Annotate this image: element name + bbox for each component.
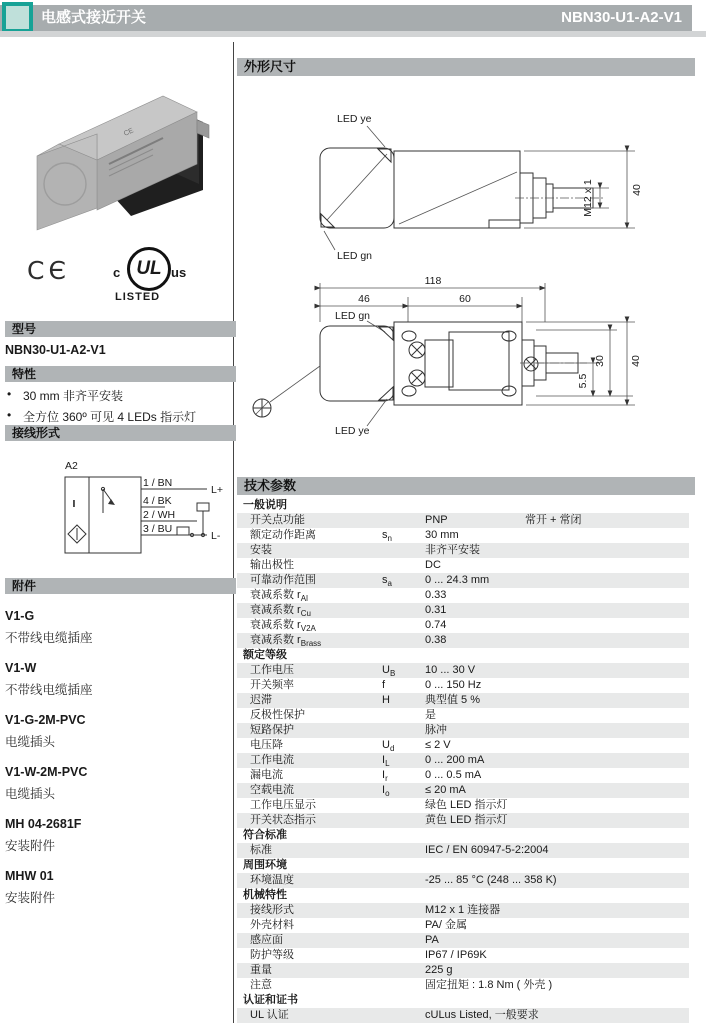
ul-circle-icon — [127, 247, 171, 291]
led-ye-top-label: LED ye — [335, 425, 370, 437]
accessory-desc: 安装附件 — [5, 891, 56, 905]
header-bar — [0, 5, 692, 31]
document-title: 电感式接近开关 — [41, 9, 147, 26]
tech-row-value: 固定扭矩 : 1.8 Nm ( 外壳 ) — [425, 979, 553, 991]
tech-row-value: ≤ 20 mA — [425, 784, 466, 796]
ul-listed-logo — [101, 247, 211, 305]
tech-row — [237, 618, 689, 633]
tech-row — [237, 963, 689, 978]
pin-label-bn: 1 / BN — [143, 477, 173, 489]
tech-row-symbol: $I_r$ — [382, 769, 388, 784]
accessories-section-header: 附件 — [5, 578, 236, 594]
dimension-drawing — [237, 78, 690, 476]
tech-row-value: 0 ... 24.3 mm — [425, 574, 490, 586]
accessory-name: V1-G — [5, 609, 35, 623]
tech-row — [237, 843, 689, 858]
tech-row-label: 重量 — [250, 964, 272, 976]
features-section-header: 特性 — [5, 366, 236, 382]
tech-row-value: 脉冲 — [425, 724, 447, 736]
tech-subsection-title: 一般说明 — [243, 499, 287, 511]
tech-row — [237, 948, 689, 963]
tech-row — [237, 918, 689, 933]
tech-row-symbol: $s_a$ — [382, 574, 392, 589]
wiring-variant-label: A2 — [65, 460, 78, 472]
tech-row — [237, 543, 689, 558]
tech-row-value: 绿色 LED 指示灯 — [425, 799, 508, 811]
tech-row-label: 防护等级 — [250, 949, 294, 961]
tech-row-label: 短路保护 — [250, 724, 294, 736]
dim-40-top-label: 40 — [630, 355, 642, 367]
tech-row — [237, 1008, 689, 1023]
tech-row-symbol: $s_n$ — [382, 529, 392, 544]
tech-row-value: 0.33 — [425, 589, 447, 601]
tech-row-value: 0.74 — [425, 619, 447, 631]
tech-row-label: 开关点功能 — [250, 514, 305, 526]
tech-row — [237, 558, 689, 573]
svg-text:CE: CE — [122, 127, 135, 138]
tech-row — [237, 588, 689, 603]
tech-row-value: 非齐平安装 — [425, 544, 480, 556]
tech-row-value: IP67 / IP69K — [425, 949, 487, 961]
tech-row-value: cULus Listed, 一般要求 — [425, 1009, 539, 1021]
tech-row-value: M12 x 1 连接器 — [425, 904, 501, 916]
tech-subsection-title: 符合标准 — [243, 829, 287, 841]
tech-row-label: 反极性保护 — [250, 709, 305, 721]
inductive-symbol-i: I — [72, 498, 76, 510]
tech-row — [237, 723, 689, 738]
accessories-list — [5, 593, 229, 905]
tech-row — [237, 678, 689, 693]
tech-row-label: 开关状态指示 — [250, 814, 316, 826]
tech-row-label: 标准 — [250, 844, 272, 856]
tech-row-value: PA/ 金属 — [425, 919, 467, 931]
tech-row-value: 典型值 5 % — [425, 694, 481, 706]
tech-row — [237, 738, 689, 753]
tech-row-label: 额定动作距离 — [250, 529, 316, 541]
tech-row — [237, 633, 689, 648]
tech-row-label: 空载电流 — [250, 784, 294, 796]
m12-dim-label: M12 x 1 — [582, 179, 594, 217]
accessory-desc: 电缆插头 — [5, 735, 56, 749]
accessory-desc: 电缆插头 — [5, 787, 56, 801]
dim-5-5-label: 5.5 — [577, 373, 589, 389]
tech-row-label: 安装 — [250, 544, 272, 556]
tech-row-symbol: $U_d$ — [382, 739, 395, 754]
tech-row-value: 225 g — [425, 964, 453, 976]
tech-row — [237, 873, 689, 888]
column-divider — [233, 42, 234, 1023]
tech-table — [237, 498, 689, 1023]
tech-row-label: 工作电压 — [250, 664, 294, 676]
tech-row — [237, 813, 689, 828]
tech-row-value: ≤ 2 V — [425, 739, 451, 751]
led-gn-top-label: LED gn — [335, 310, 371, 322]
feature-item — [5, 408, 229, 425]
accessory-desc: 不带线电缆插座 — [5, 683, 93, 697]
header-underline — [0, 31, 706, 37]
tech-row-label: 可靠动作范围 — [250, 574, 316, 586]
tech-row — [237, 528, 689, 543]
tech-subsection-title: 认证和证书 — [243, 994, 298, 1006]
tech-row — [237, 753, 689, 768]
tech-row — [237, 573, 689, 588]
bullet-icon: • — [7, 387, 12, 401]
tech-row-label: 衰减系数 $r_{V2A}$ — [250, 619, 316, 634]
ul-listed-label: LISTED — [115, 291, 161, 303]
dim-118-label: 118 — [424, 275, 442, 287]
bullet-icon: • — [7, 408, 12, 422]
tech-row — [237, 783, 689, 798]
tech-row-value: IEC / EN 60947-5-2:2004 — [425, 844, 549, 856]
tech-row-symbol: $I_o$ — [382, 784, 390, 799]
tech-row-label: 环境温度 — [250, 874, 294, 886]
tech-row-value: PA — [425, 934, 439, 946]
tech-row — [237, 693, 689, 708]
tech-row-value: DC — [425, 559, 441, 571]
pin-label-wh: 2 / WH — [143, 509, 176, 521]
tech-subsection-title: 机械特性 — [243, 889, 287, 901]
model-section-header: 型号 — [5, 321, 236, 337]
accessory-name: V1-G-2M-PVC — [5, 713, 86, 727]
rail-plus-label: L+ — [211, 484, 223, 496]
pin-label-bu: 3 / BU — [143, 523, 173, 535]
tech-row-label: 接线形式 — [250, 904, 294, 916]
tech-row-label: 感应面 — [250, 934, 283, 946]
accessory-name: MHW 01 — [5, 869, 54, 883]
tech-row-value: 0 ... 200 mA — [425, 754, 485, 766]
dim-40-side-label: 40 — [631, 184, 643, 196]
accessory-name: V1-W-2M-PVC — [5, 765, 88, 779]
tech-row-value2: 常开 + 常闭 — [525, 514, 582, 526]
ce-mark: CЄ — [27, 256, 70, 285]
ul-c-label: c — [113, 265, 121, 280]
tech-row-label: 衰减系数 $r_{Al}$ — [250, 589, 308, 604]
tech-row-value: 黄色 LED 指示灯 — [425, 814, 508, 826]
accessory-name: MH 04-2681F — [5, 817, 82, 831]
tech-row-label: 开关频率 — [250, 679, 294, 691]
ul-mark: UL — [136, 258, 162, 279]
tech-row-value: 0.38 — [425, 634, 447, 646]
tech-row — [237, 768, 689, 783]
tech-row-label: 工作电压显示 — [250, 799, 316, 811]
tech-row-symbol: $I_L$ — [382, 754, 390, 769]
tech-row — [237, 978, 689, 993]
model-number: NBN30-U1-A2-V1 — [5, 343, 106, 357]
tech-row — [237, 903, 689, 918]
dim-46-label: 46 — [358, 293, 370, 305]
tech-row — [237, 933, 689, 948]
tech-row-label: 衰减系数 $r_{Cu}$ — [250, 604, 311, 619]
tech-row-symbol: f — [382, 679, 386, 691]
led-gn-label: LED gn — [337, 250, 373, 262]
tech-row-value: 0 ... 0.5 mA — [425, 769, 482, 781]
tech-row-value: 是 — [425, 709, 436, 721]
tech-row-symbol: $U_B$ — [382, 664, 396, 679]
feature-text: 全方位 360º 可见 4 LEDs 指示灯 — [23, 410, 197, 424]
header-model-number: NBN30-U1-A2-V1 — [561, 9, 682, 26]
tech-row-label: 工作电流 — [250, 754, 294, 766]
accessory-desc: 安装附件 — [5, 839, 56, 853]
tech-row-value: 30 mm — [425, 529, 459, 541]
ul-us-label: us — [171, 265, 187, 280]
tech-row-symbol: H — [382, 694, 390, 706]
tech-row-value: 0.31 — [425, 604, 447, 616]
tech-row-label: 输出极性 — [250, 559, 294, 571]
tech-row — [237, 603, 689, 618]
connection-section-header: 接线形式 — [5, 425, 236, 441]
tech-row-label: 迟滞 — [250, 694, 272, 706]
features-list — [5, 387, 229, 429]
rail-minus-label: L- — [211, 530, 221, 542]
wiring-diagram — [47, 455, 227, 567]
tech-row-label: 漏电流 — [250, 769, 283, 781]
led-ye-label: LED ye — [337, 113, 372, 125]
tech-section-header: 技术参数 — [237, 477, 695, 495]
pin-label-bk: 4 / BK — [143, 495, 172, 507]
tech-row-label: 衰减系数 $r_{Brass}$ — [250, 634, 322, 649]
accessory-desc: 不带线电缆插座 — [5, 631, 93, 645]
brand-logo-icon — [2, 2, 33, 33]
tech-row — [237, 663, 689, 678]
tech-row-label: 注意 — [250, 979, 272, 991]
tech-subsection-title: 周围环境 — [243, 859, 287, 871]
tech-row-label: UL 认证 — [250, 1009, 289, 1021]
tech-row-label: 外壳材料 — [250, 919, 294, 931]
dimensions-section-header: 外形尺寸 — [237, 58, 695, 76]
tech-subsection-title: 额定等级 — [243, 649, 287, 661]
tech-row — [237, 513, 689, 528]
feature-text: 30 mm 非齐平安装 — [23, 389, 124, 403]
tech-row-value: PNP — [425, 514, 448, 526]
tech-row-label: 电压降 — [250, 739, 283, 751]
dim-60-label: 60 — [459, 293, 471, 305]
feature-item — [5, 387, 229, 404]
dim-30-label: 30 — [594, 355, 606, 367]
accessory-name: V1-W — [5, 661, 37, 675]
product-photo — [13, 58, 218, 238]
tech-row — [237, 798, 689, 813]
tech-row-value: 10 ... 30 V — [425, 664, 476, 676]
tech-row — [237, 708, 689, 723]
tech-row-value: 0 ... 150 Hz — [425, 679, 482, 691]
tech-row-value: -25 ... 85 °C (248 ... 358 K) — [425, 874, 557, 886]
